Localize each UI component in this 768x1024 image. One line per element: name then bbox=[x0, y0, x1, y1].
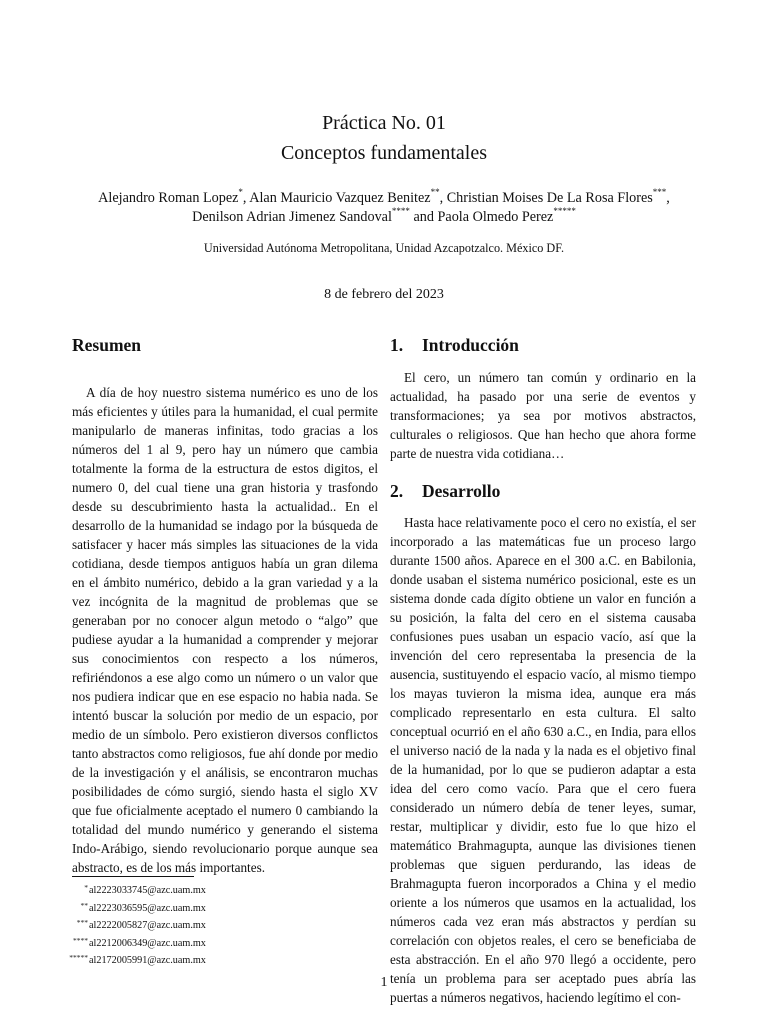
footnotes bbox=[60, 881, 206, 969]
author-separator: , bbox=[666, 190, 670, 206]
author-mark: **** bbox=[391, 206, 410, 217]
section-title: Desarrollo bbox=[422, 481, 501, 501]
footnote bbox=[60, 934, 206, 952]
right-column bbox=[390, 333, 696, 1007]
footnote-mark: * bbox=[84, 883, 88, 892]
author-name: Alejandro Roman Lopez bbox=[98, 190, 239, 206]
abstract-heading: Resumen bbox=[72, 335, 142, 355]
introduction-text: El cero, un número tan común y ordinario en la actualidad, ha pasado por una serie de eventos y transformaciones; ya sea por motivos abstractos, culturales o religiosos. Que han hecho que ahora forme parte de nuestra vida cotidiana… bbox=[390, 370, 696, 461]
footnote-mark: ***** bbox=[69, 953, 88, 963]
page-number: 1 bbox=[380, 975, 388, 990]
publication-date: 8 de febrero del 2023 bbox=[324, 287, 444, 302]
footnote-email: al2172005991@azc.uam.mx bbox=[89, 955, 206, 967]
author-line-1 bbox=[0, 189, 768, 208]
paper-title bbox=[0, 108, 768, 168]
title-line-1: Práctica No. 01 bbox=[322, 112, 446, 134]
footnote bbox=[60, 916, 206, 934]
footnote-mark: **** bbox=[73, 935, 88, 945]
development-heading bbox=[390, 479, 696, 503]
author-line-2 bbox=[0, 208, 768, 227]
footnote-mark: *** bbox=[76, 918, 88, 928]
author-mark: * bbox=[238, 187, 243, 198]
author-mark: ***** bbox=[553, 206, 576, 217]
author-mark: *** bbox=[652, 187, 667, 198]
introduction-heading bbox=[390, 333, 696, 357]
footnote bbox=[60, 881, 206, 899]
author-separator: , bbox=[242, 190, 250, 206]
footnote-email: al2212006349@azc.uam.mx bbox=[89, 937, 206, 949]
author-separator: and bbox=[409, 209, 438, 225]
footnote-email: al2222005827@azc.uam.mx bbox=[89, 920, 206, 932]
author-mark: ** bbox=[430, 187, 440, 198]
author-separator: , bbox=[439, 190, 447, 206]
title-line-2: Conceptos fundamentales bbox=[280, 142, 488, 164]
affiliation: Universidad Autónoma Metropolitana, Unidad Azcapotzalco. México DF. bbox=[203, 241, 565, 255]
footnote-rule bbox=[72, 876, 194, 877]
development-text: Hasta hace relativamente poco el cero no existía, el ser incorporado a las matemáticas fue un proceso largo durante 1500 años. Aparece en el 300 a.C. en Babilonia, donde usaban el sistema numérico posicional, este es un sistema donde cada dígito obtiene un valor en función a su posición, la falta del cero en el sistema causaba confusiones pues usaban un espacio vacío, así que la invención del cero representaba la presencia de la ausencia, sustituyendo el espacio vacío, al mismo tiempo los mayas tuvieron la misma idea, aunque era más complicado representarlo en esta cultura. El salto conceptual ocurrió en el año 630 a.C., en India, para ellos el universo nació de la nada y la nada es el objetivo final de la humanidad, por lo que se pudieron adaptar a esta idea del cero como vacío. Para que el cero fuera considerado un número debía de tener leyes, sumar, restar, multiplicar y dividir, esto fue lo que hizo el matemático Brahmagupta, aunque las divisiones tienen problemas que siguen perdurando, las ideas de Brahmagupta fueron incorporados a China y el medio oriente a los números que usamos en la actualidad, los números cada vez eran más abstractos y perdían su correlación con objetos reales, el cero se beneficiaba de esta abstracción. En el año 970 llegó a occidente, pero tenía un problema para ser aceptado pues abría las puertas a números negativos, haciendo legítimo el con- bbox=[390, 515, 696, 1005]
author-list bbox=[0, 189, 768, 227]
author-name: Denilson Adrian Jimenez Sandoval bbox=[192, 209, 392, 225]
section-number: 2. bbox=[390, 481, 404, 501]
section-title: Introducción bbox=[422, 335, 519, 355]
footnote-mark: ** bbox=[80, 900, 88, 910]
left-column bbox=[72, 333, 378, 877]
footnote bbox=[60, 899, 206, 917]
author-name: Paola Olmedo Perez bbox=[437, 209, 554, 225]
footnote-email: al2223036595@azc.uam.mx bbox=[89, 902, 206, 914]
footnote bbox=[60, 951, 206, 969]
author-name: Alan Mauricio Vazquez Benitez bbox=[249, 190, 431, 206]
author-name: Christian Moises De La Rosa Flores bbox=[446, 190, 653, 206]
section-number: 1. bbox=[390, 335, 404, 355]
footnote-email: al2223033745@azc.uam.mx bbox=[89, 885, 206, 896]
abstract-text: A día de hoy nuestro sistema numérico es uno de los más eficientes y útiles para la humanidad, el cual permite manipularlo de maneras infinitas, todo gracias a los números del 1 al 9, pero hay un número que cambia totalmente la forma de la estructura de estos digitos, el numero 0, del cual tiene una gran historia y trasfondo desde su descubrimiento hasta la actualidad.. En el desarrollo de la humanidad se indago por la búsqueda de satisfacer y hacer más simples las situaciones de la vida cotidiana, desde tiempos antiguos había un gran dilema en el ámbito numérico, debido a la gran variedad y a la vez incógnita de la magnitud de problemas que se generaban por no conocer algun metodo o “algo” que pudiese ayudar a la humanidad a comprender y mejorar sus conocimientos con respecto a los números, refiriéndonos a ese algo como un número o un valor que nos pudiera indicar que en ese espacio no habia nada. Se intentó buscar la solución por medio de un espacio, por medio de un símbolo. Pero existieron diversos conflictos tanto abstractos como religiosos, fue ahí donde por medio de la investigación y el análisis, se encontraron muchas posibilidades de cómo surgió, siendo hasta el siglo XV que fue oficialmente aceptado el numero 0 cambiando la totalidad del mundo numérico y generando el sistema Indo-Arábigo, siendo revolucionario porque aunque sea abstracto, es de los más importantes. bbox=[72, 385, 378, 875]
